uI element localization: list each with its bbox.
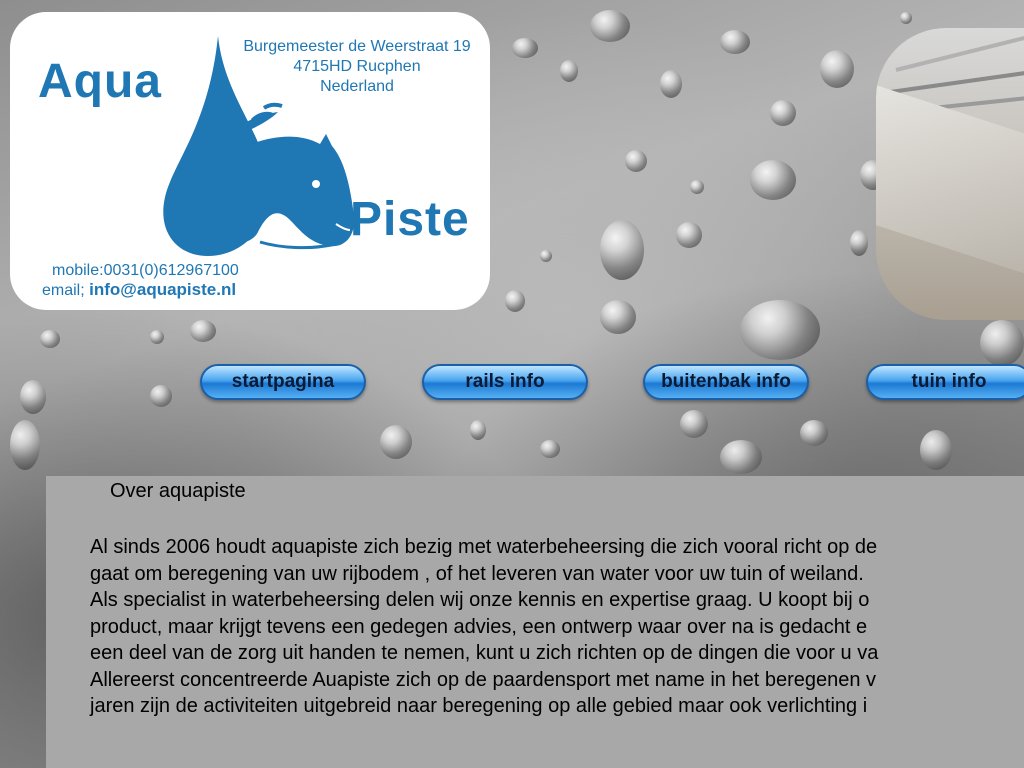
logo-card: [10, 12, 490, 310]
content-line: Als specialist in waterbeheersing delen wij onze kennis en expertise graag. U koopt bij o: [90, 589, 870, 611]
address-postcode-city: 4715HD Rucphen: [293, 58, 421, 75]
content-title: Over aquapiste: [110, 480, 246, 502]
address-street: Burgemeester de Weerstraat 19: [243, 38, 471, 55]
address-country: Nederland: [320, 78, 394, 95]
nav-button-tuin-info[interactable]: tuin info: [866, 364, 1024, 400]
contact-mobile: mobile:0031(0)612967100: [52, 262, 239, 279]
logo-word-aqua: Aqua: [38, 55, 162, 108]
nav-button-startpagina[interactable]: startpagina: [200, 364, 366, 400]
content-body: [90, 534, 1024, 720]
content-panel: [46, 476, 1024, 768]
content-line: product, maar krijgt tevens een gedegen advies, een ontwerp waar over na is gedacht e: [90, 615, 868, 638]
contact-email-link[interactable]: info@aquapiste.nl: [89, 280, 237, 299]
content-line: Al sinds 2006 houdt aquapiste zich bezig met waterbeheersing die zich vooral richt op de: [90, 536, 878, 558]
contact-email-label: email;: [42, 282, 85, 299]
main-navigation: [0, 364, 1024, 404]
content-line: gaat om beregening van uw rijbodem , of het leveren van water voor uw tuin of weiland.: [90, 562, 864, 585]
arena-photo: [876, 28, 1024, 320]
logo-word-piste: Piste: [350, 193, 470, 246]
content-line: een deel van de zorg uit handen te nemen, kunt u zich richten op de dingen die voor u va: [90, 642, 879, 664]
content-line: jaren zijn de activiteiten uitgebreid naar beregening op alle gebied maar ook verlichting i: [90, 695, 868, 717]
content-line: Allereerst concentreerde Auapiste zich op de paardensport met name in het beregenen v: [90, 668, 877, 691]
contact-email: [42, 280, 236, 300]
nav-button-rails-info[interactable]: rails info: [422, 364, 588, 400]
nav-button-buitenbak-info[interactable]: buitenbak info: [643, 364, 809, 400]
